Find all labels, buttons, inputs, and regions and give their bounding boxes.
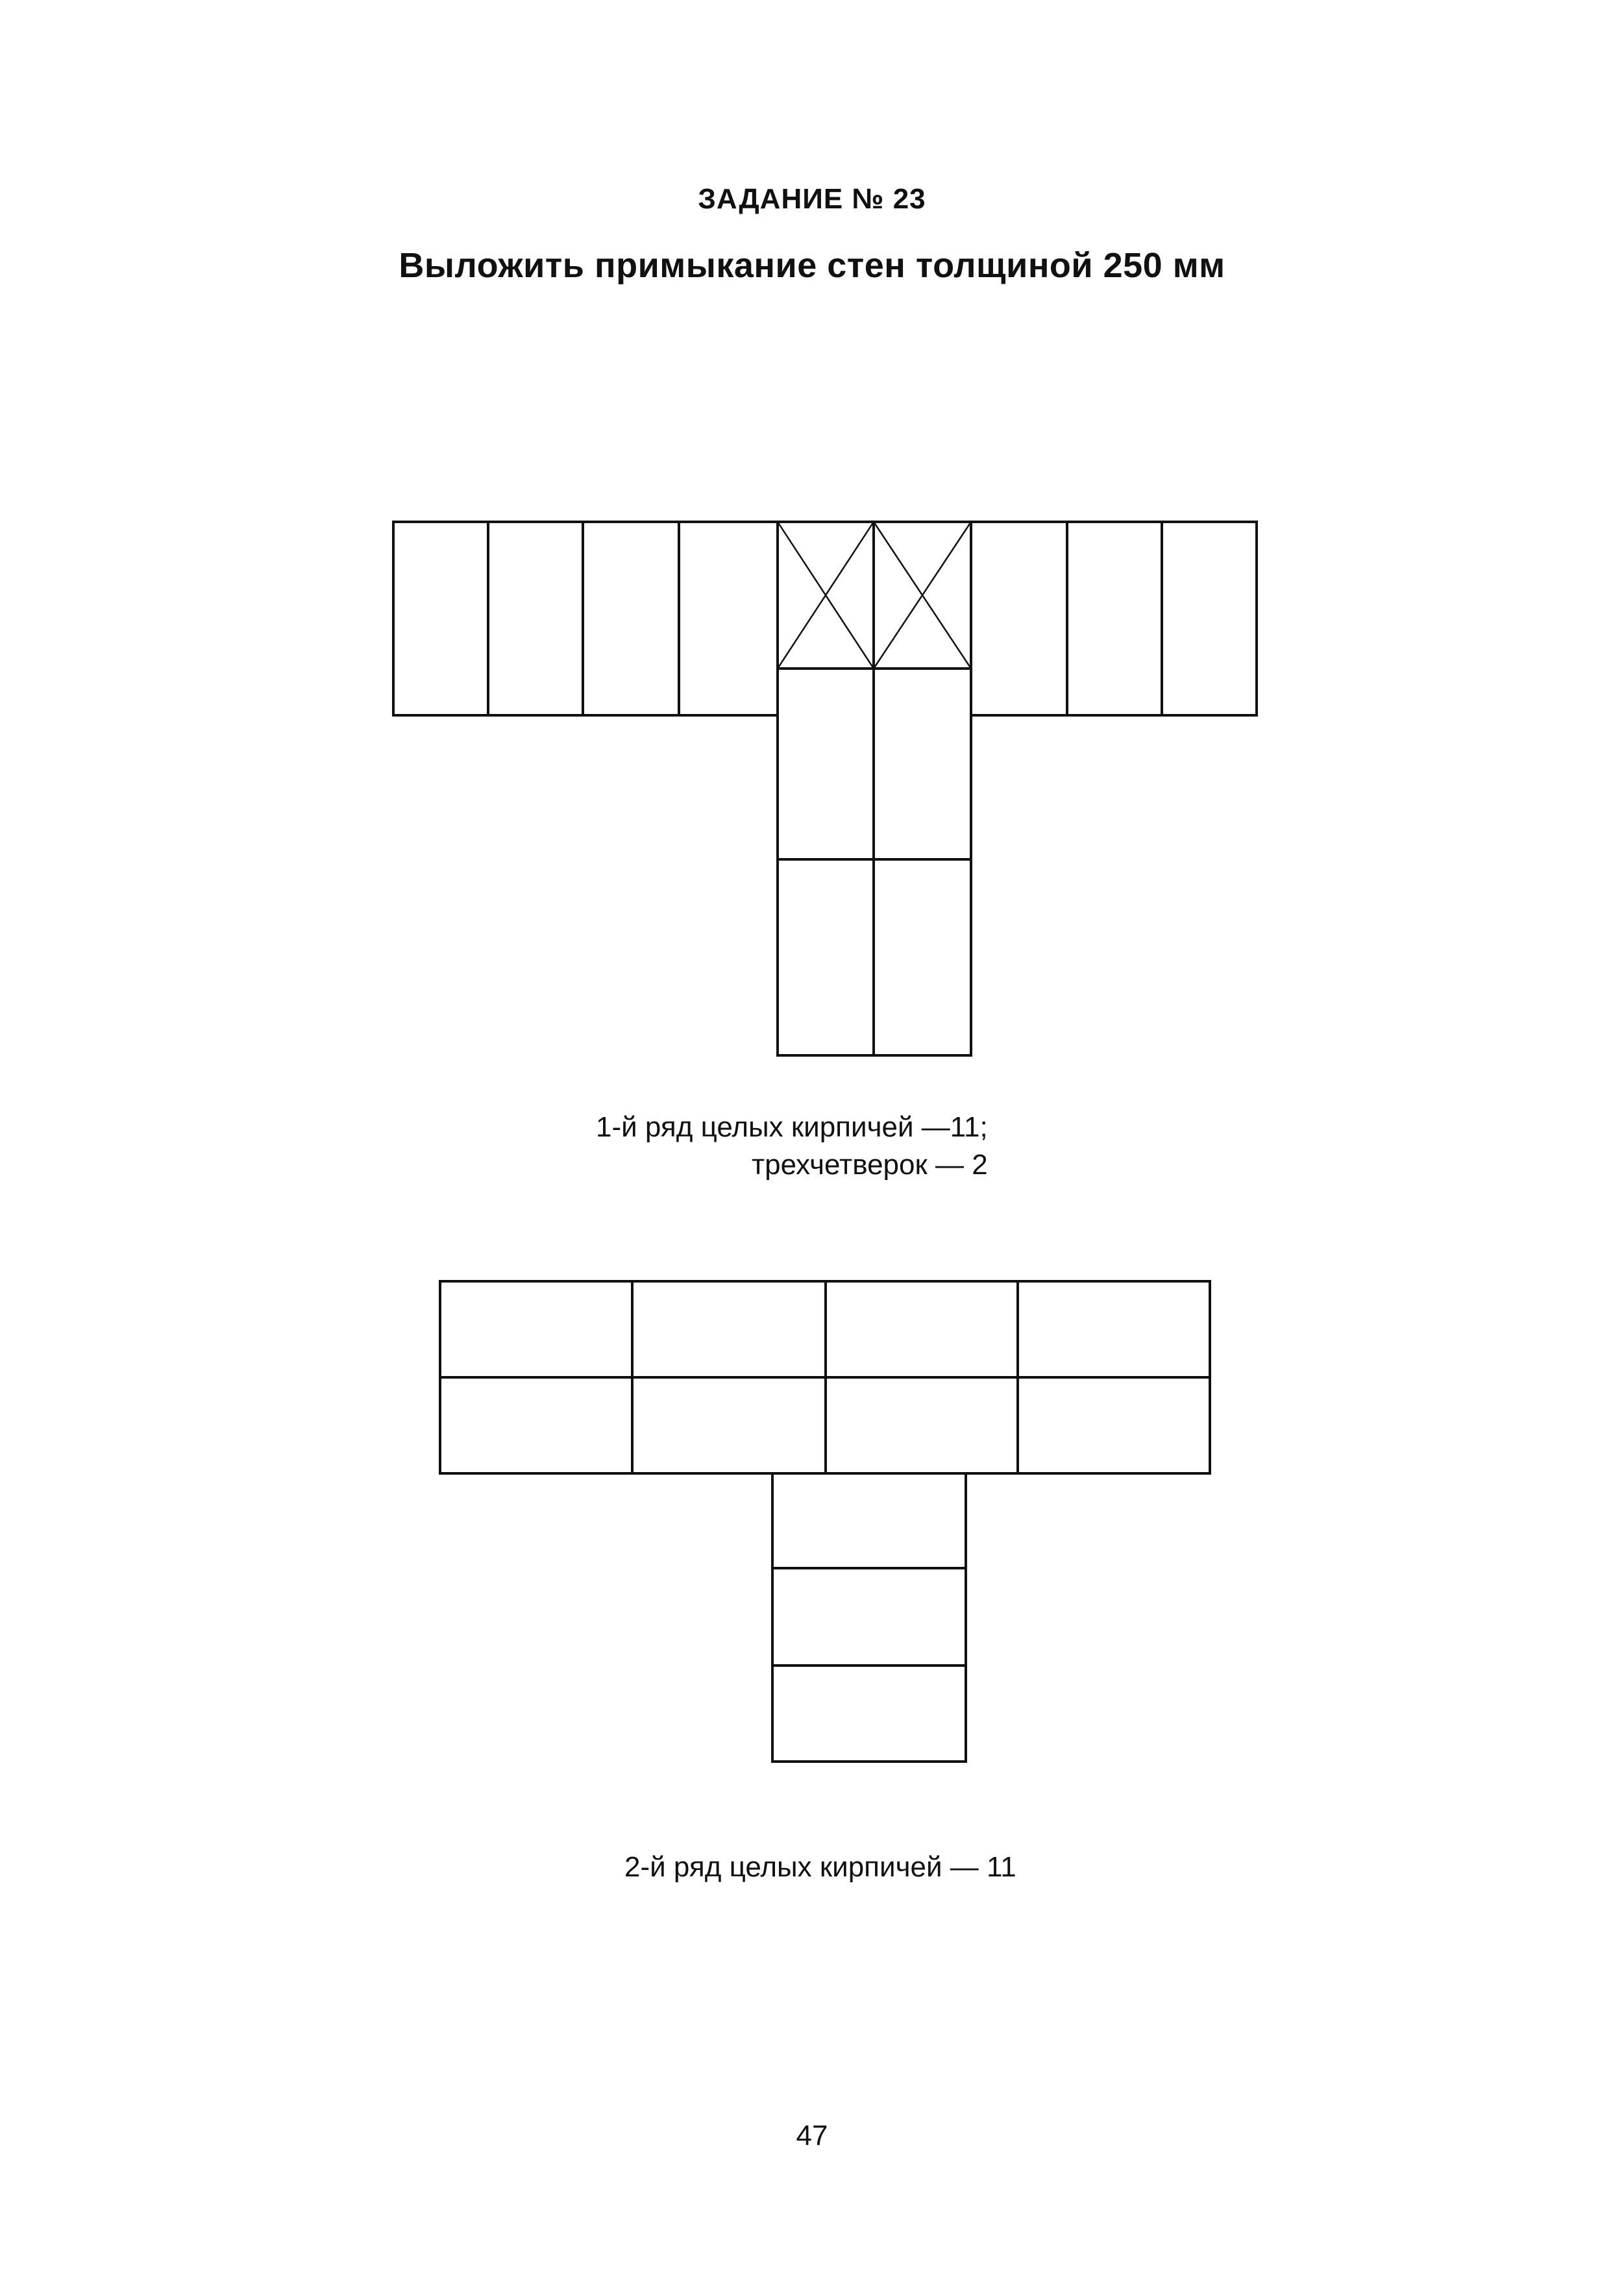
page-title: ЗАДАНИЕ № 23 xyxy=(698,183,926,215)
row-2-top-wall xyxy=(440,1281,1210,1473)
brick xyxy=(826,1377,1018,1473)
page-number: 47 xyxy=(796,2120,828,2152)
brick xyxy=(826,1281,1018,1377)
brick xyxy=(1018,1281,1210,1377)
brick xyxy=(632,1281,826,1377)
row-1-caption-line-2: трехчетверок — 2 xyxy=(751,1149,988,1181)
brick xyxy=(440,1281,632,1377)
page-subtitle: Выложить примыкание стен толщиной 250 мм xyxy=(399,246,1225,285)
brick xyxy=(632,1377,826,1473)
row-2-stem-wall xyxy=(772,1473,966,1762)
row-1-caption-line-1: 1-й ряд целых кирпичей —11; xyxy=(596,1111,988,1143)
row-2-caption xyxy=(624,1849,1016,1886)
brick xyxy=(772,1473,966,1568)
brick xyxy=(772,1665,966,1762)
brick xyxy=(1018,1377,1210,1473)
brick xyxy=(772,1568,966,1665)
row-2-caption-line-1: 2-й ряд целых кирпичей — 11 xyxy=(624,1851,1016,1883)
brick xyxy=(440,1377,632,1473)
